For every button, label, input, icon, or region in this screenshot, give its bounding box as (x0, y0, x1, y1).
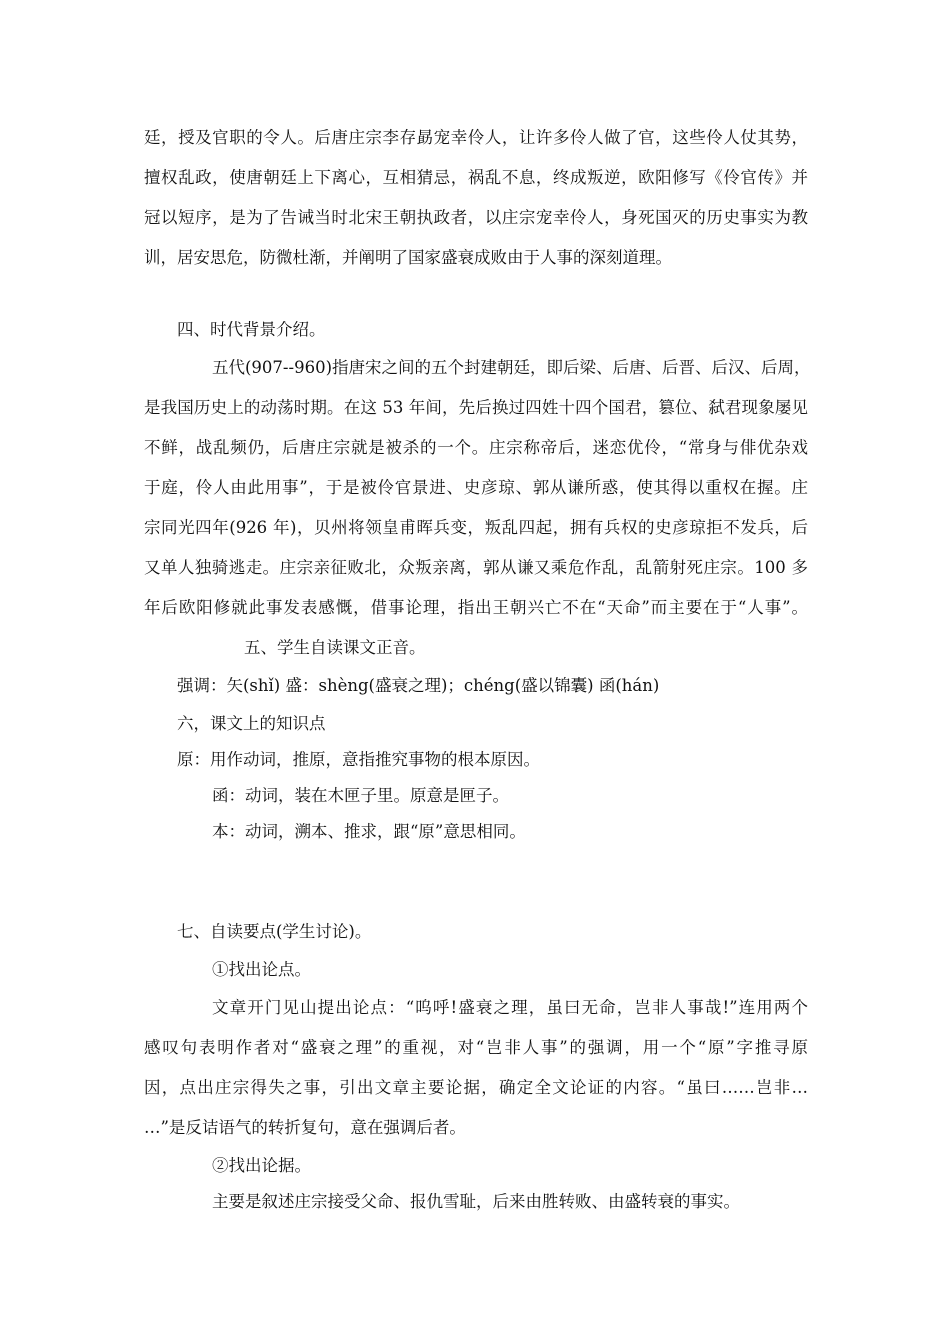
sub-heading: ②找出论据。 (212, 1156, 311, 1175)
section-heading: 七、自读要点(学生讨论)。 (177, 922, 372, 941)
knowledge-point: 函：动词，装在木匣子里。原意是匣子。 (212, 786, 509, 805)
section-heading: 五、学生自读课文正音。 (244, 638, 426, 657)
paragraph-line: 文章开门见山提出论点：“呜呼!盛衰之理，虽曰无命，岂非人事哉!”连用两个 (212, 998, 808, 1017)
paragraph-line: 宗同光四年(926 年)，贝州将领皇甫晖兵变，叛乱四起，拥有兵权的史彦琼拒不发兵，后 (144, 518, 808, 537)
paragraph-line: 又单人独骑逃走。庄宗亲征败北，众叛亲离，郭从谦又乘危作乱，乱箭射死庄宗。100 多 (144, 558, 808, 577)
paragraph-line: 感叹句表明作者对“盛衰之理”的重视，对“岂非人事”的强调，用一个“原”字推寻原 (144, 1038, 808, 1057)
paragraph-line: 因，点出庄宗得失之事，引出文章主要论据，确定全文论证的内容。“虽曰……岂非… (144, 1078, 808, 1097)
pronunciation-line: 强调：矢(shǐ) 盛：shèng(盛衰之理)；chéng(盛以锦囊) 函(hán) (177, 676, 660, 695)
sub-heading: ①找出论点。 (212, 960, 311, 979)
paragraph-line: 五代(907--960)指唐宋之间的五个封建朝廷，即后梁、后唐、后晋、后汉、后周， (212, 358, 811, 377)
section-heading: 四、时代背景介绍。 (177, 320, 326, 339)
paragraph-line: 不鲜，战乱频仍，后唐庄宗就是被杀的一个。庄宗称帝后，迷恋优伶，“常身与俳优杂戏 (144, 438, 808, 457)
paragraph-line: 于庭，伶人由此用事”，于是被伶官景进、史彦琼、郭从谦所惑，使其得以重权在握。庄 (144, 478, 808, 497)
knowledge-point: 原：用作动词，推原，意指推究事物的根本原因。 (177, 750, 540, 769)
section-heading: 六，课文上的知识点 (177, 714, 326, 733)
paragraph-line: 擅权乱政，使唐朝廷上下离心，互相猜忌，祸乱不息，终成叛逆，欧阳修写《伶官传》并 (144, 168, 808, 187)
paragraph-line: …”是反诘语气的转折复句，意在强调后者。 (144, 1118, 466, 1137)
knowledge-point: 本：动词，溯本、推求，跟“原”意思相同。 (212, 822, 526, 841)
paragraph-line: 是我国历史上的动荡时期。在这 53 年间，先后换过四姓十四个国君，篡位、弑君现象屡见 (144, 398, 808, 417)
paragraph-line: 训，居安思危，防微杜渐，并阐明了国家盛衰成败由于人事的深刻道理。 (144, 248, 672, 267)
paragraph-line: 廷，授及官职的令人。后唐庄宗李存勗宠幸伶人，让许多伶人做了官，这些伶人仗其势， (144, 128, 808, 147)
paragraph-line: 冠以短序，是为了告诫当时北宋王朝执政者，以庄宗宠幸伶人，身死国灭的历史事实为教 (144, 208, 808, 227)
paragraph-line: 主要是叙述庄宗接受父命、报仇雪耻，后来由胜转败、由盛转衰的事实。 (212, 1192, 740, 1211)
paragraph-line: 年后欧阳修就此事发表感慨，借事论理，指出王朝兴亡不在“天命”而主要在于“人事”。 (144, 598, 808, 617)
